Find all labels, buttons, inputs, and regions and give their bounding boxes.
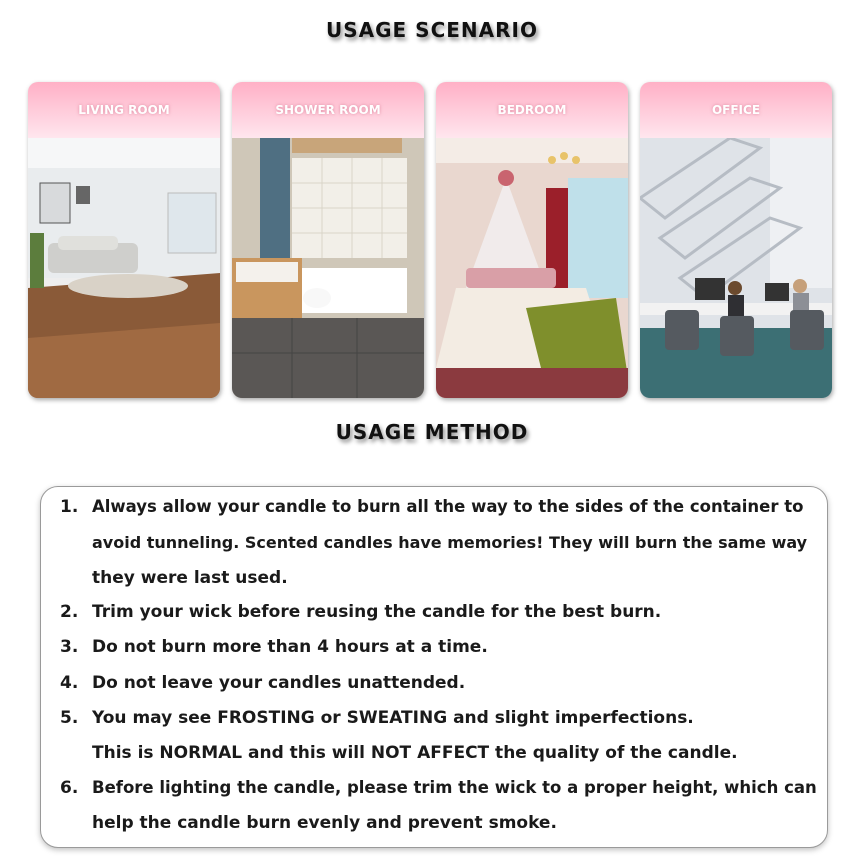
step-text: Do not burn more than 4 hours at a time. [92, 637, 488, 657]
card-living-room [28, 82, 220, 398]
step-text: Always allow your candle to burn all the way to the sides of the container to [92, 497, 804, 516]
card-label: SHOWER ROOM [232, 82, 424, 138]
step-text: You may see FROSTING or SWEATING and slight imperfections. [92, 708, 694, 728]
step-number: 3. [60, 637, 79, 657]
step-text: Do not leave your candles unattended. [92, 673, 466, 693]
card-office [640, 82, 832, 398]
usage-scenario-title: USAGE SCENARIO [326, 18, 538, 42]
step-text: help the candle burn evenly and prevent smoke. [92, 813, 557, 833]
step-text: Before lighting the candle, please trim the wick to a proper height, which can [92, 778, 817, 797]
step-text: they were last used. [92, 568, 288, 588]
usage-method-title: USAGE METHOD [335, 420, 529, 444]
card-label: LIVING ROOM [28, 82, 220, 138]
bedroom-photo [436, 138, 628, 398]
step-number: 1. [60, 497, 79, 517]
card-label: OFFICE [640, 82, 832, 138]
step-text: avoid tunneling. Scented candles have memories! They will burn the same way [92, 533, 808, 552]
step-text: Trim your wick before reusing the candle for the best burn. [92, 602, 662, 622]
office-photo [640, 138, 832, 398]
card-shower-room [232, 82, 424, 398]
step-number: 2. [60, 602, 79, 622]
living-room-photo [28, 138, 220, 398]
step-number: 5. [60, 708, 79, 728]
shower-room-photo [232, 138, 424, 398]
step-text: This is NORMAL and this will NOT AFFECT the quality of the candle. [92, 743, 738, 763]
step-number: 4. [60, 673, 79, 693]
card-label: BEDROOM [436, 82, 628, 138]
card-bedroom [436, 82, 628, 398]
step-number: 6. [60, 778, 79, 798]
